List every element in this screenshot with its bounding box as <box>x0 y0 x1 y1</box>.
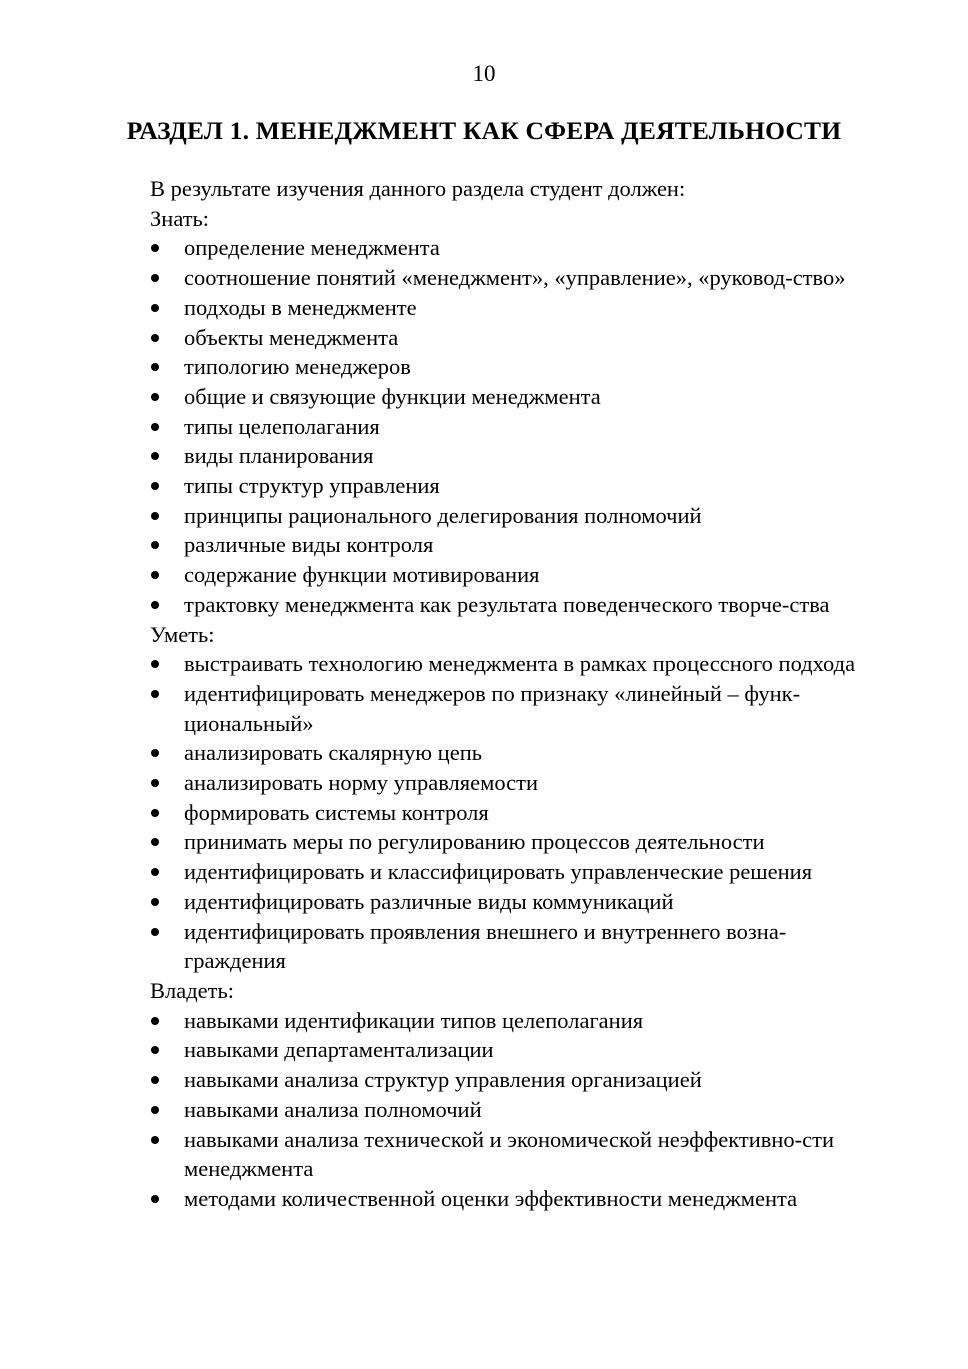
list-item: идентифицировать менеджеров по признаку «линейный – функ-циональный» <box>184 680 801 736</box>
list-item: выстраивать технологию менеджмента в рамках процессного подхода <box>184 651 856 677</box>
list-item: виды планирования <box>184 443 374 469</box>
list-item: подходы в менеджменте <box>184 294 417 320</box>
master-list <box>150 1006 872 1214</box>
can-heading: Уметь: <box>150 621 215 647</box>
section-content <box>150 174 872 1214</box>
know-list <box>150 233 872 619</box>
section-title: РАЗДЕЛ 1. МЕНЕДЖМЕНТ КАК СФЕРА ДЕЯТЕЛЬНОСТИ <box>126 116 842 145</box>
list-item: объекты менеджмента <box>184 324 399 350</box>
can-list <box>150 649 872 976</box>
list-item: соотношение понятий «менеджмент», «управление», «руковод-ство» <box>184 265 846 291</box>
list-item: определение менеджмента <box>184 235 440 261</box>
list-item: идентифицировать и классифицировать управленческие решения <box>184 859 813 885</box>
list-item: навыками анализа технической и экономической неэффективно-сти менеджмента <box>184 1126 835 1182</box>
page-number: 10 <box>472 61 496 86</box>
list-item: анализировать скалярную цепь <box>184 740 483 766</box>
intro-text: В результате изучения данного раздела студент должен: <box>150 176 686 201</box>
list-item: навыками анализа структур управления организацией <box>184 1067 702 1093</box>
list-item: типы целеполагания <box>184 413 380 439</box>
list-item: формировать системы контроля <box>184 799 489 825</box>
list-item: принципы рационального делегирования полномочий <box>184 502 702 528</box>
list-item: навыками анализа полномочий <box>184 1096 482 1122</box>
know-heading: Знать: <box>150 205 210 231</box>
list-item: навыками департаментализации <box>184 1037 494 1063</box>
list-item: трактовку менеджмента как результата поведенческого творче-ства <box>184 591 830 617</box>
list-item: идентифицировать различные виды коммуникаций <box>184 888 674 914</box>
list-item: различные виды контроля <box>184 532 434 558</box>
master-heading: Владеть: <box>150 977 235 1003</box>
list-item: типы структур управления <box>184 473 440 499</box>
list-item: общие и связующие функции менеджмента <box>184 383 601 409</box>
list-item: принимать меры по регулированию процессов деятельности <box>184 829 765 855</box>
list-item: навыками идентификации типов целеполагания <box>184 1007 644 1033</box>
list-item: анализировать норму управляемости <box>184 770 539 796</box>
list-item: типологию менеджеров <box>184 354 411 380</box>
list-item: методами количественной оценки эффективности менеджмента <box>184 1185 798 1211</box>
list-item: идентифицировать проявления внешнего и внутреннего возна-граждения <box>184 918 787 974</box>
list-item: содержание функции мотивирования <box>184 562 540 588</box>
